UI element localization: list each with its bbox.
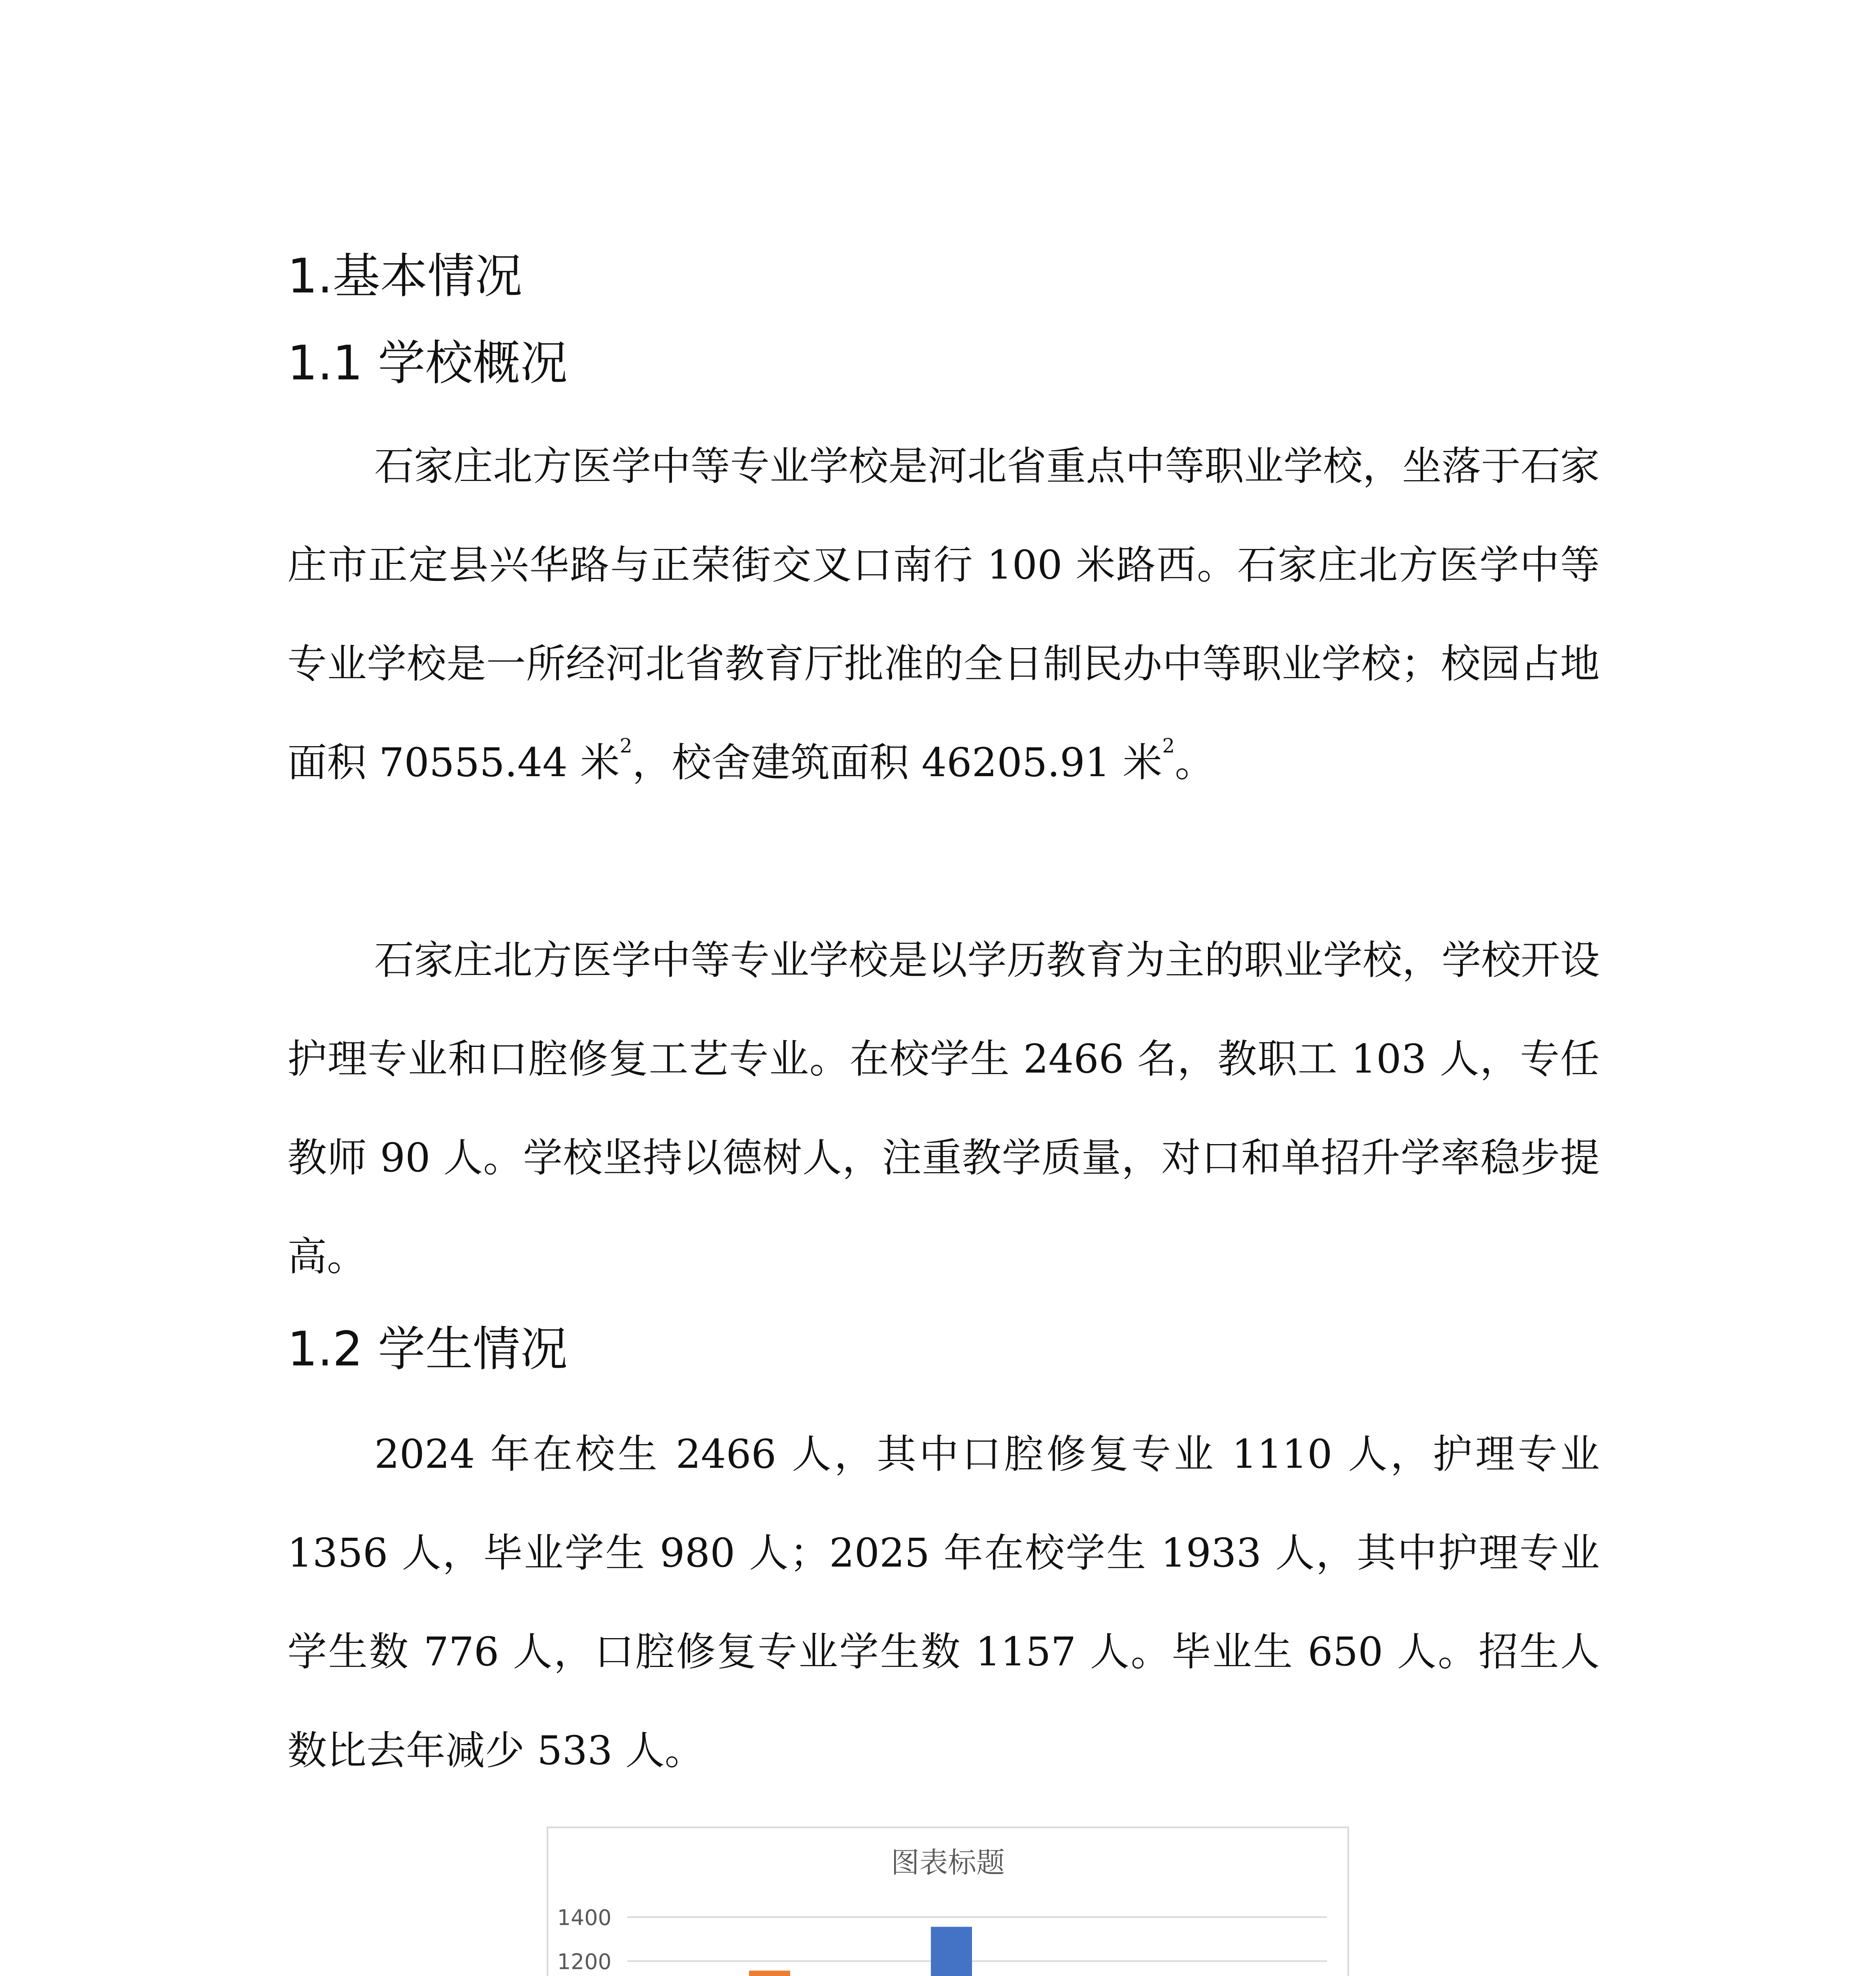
y-tick-label: 1200 [557,1949,611,1974]
paragraph-school-programs: 石家庄北方医学中等专业学校是以学历教育为主的职业学校，学校开设护理专业和口腔修复工艺专业。在校学生 2466 名，教职工 103 人，专任教师 90 人。学校坚持以德树人，注重教学质量，对口和单招升学率稳步提高。 [287,937,1600,1280]
y-tick-label: 1400 [557,1905,611,1930]
subsection-heading-school-overview: 1.1 学校概况 [287,336,568,391]
paragraph-text: 石家庄北方医学中等专业学校是河北省重点中等职业学校，坐落于石家庄市正定县兴华路与正荣街交叉口南行 100 米路西。石家庄北方医学中等专业学校是一所经河北省教育厅批准的全日制民办中等职业学校；校园占地面积 70555.44 米 [287,443,1600,786]
paragraph-school-overview [287,417,1600,812]
student-bar-chart [547,1827,1349,1976]
chart-svg [548,1828,1348,1976]
superscript: 2 [1162,734,1175,757]
bar [931,1927,972,1976]
paragraph-text: ，校舍建筑面积 46205.91 米 [632,739,1163,786]
bar [749,1970,790,1976]
paragraph-text: 。 [1175,739,1215,786]
chart-title: 图表标题 [891,1846,1005,1879]
subsection-heading-student-info: 1.2 学生情况 [287,1322,568,1377]
section-heading-basic-info: 1.基本情况 [287,249,523,304]
superscript: 2 [619,734,632,757]
paragraph-student-stats: 2024 年在校生 2466 人，其中口腔修复专业 1110 人，护理专业 1356 人，毕业学生 980 人；2025 年在校学生 1933 人，其中护理专业学生数 776 人，口腔修复专业学生数 1157 人。毕业生 650 人。招生人数比去年减少 533 人。 [287,1431,1600,1774]
